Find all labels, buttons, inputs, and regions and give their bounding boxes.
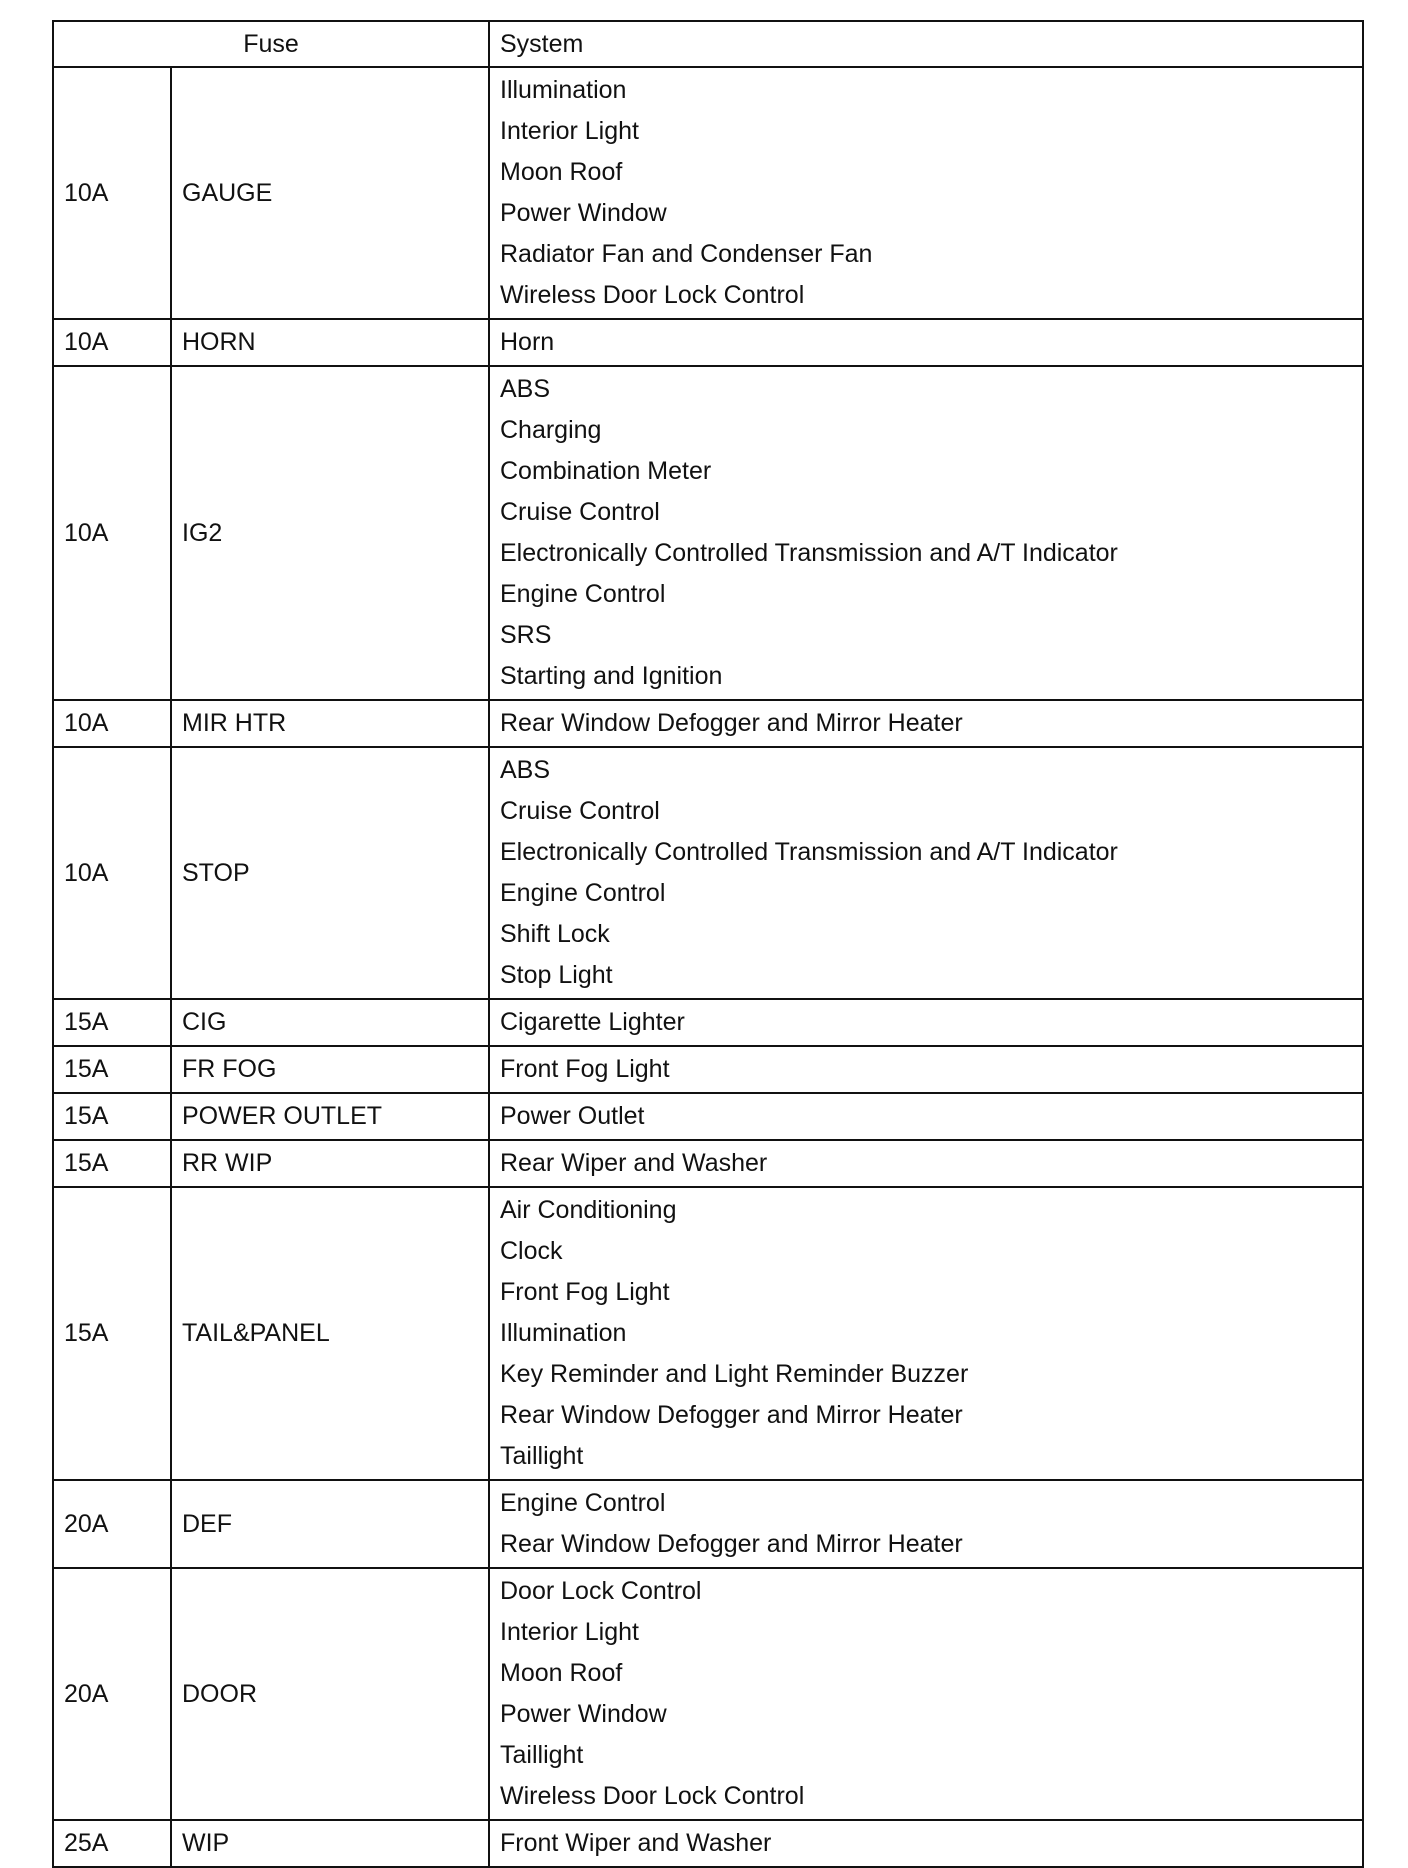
system-item: Moon Roof	[500, 1659, 623, 1687]
system-item: Taillight	[500, 1741, 584, 1769]
fuse-amperage: 15A	[53, 1187, 171, 1480]
system-item: Illumination	[500, 1319, 627, 1347]
fuse-name: DOOR	[171, 1568, 489, 1820]
table-row	[53, 1140, 1363, 1187]
fuse-amperage: 20A	[53, 1568, 171, 1820]
system-item: Cruise Control	[500, 498, 660, 526]
system-item: Shift Lock	[500, 920, 610, 948]
fuse-name: CIG	[171, 999, 489, 1046]
fuse-name: GAUGE	[171, 67, 489, 319]
fuse-amperage: 10A	[53, 67, 171, 319]
system-item: Air Conditioning	[500, 1196, 677, 1224]
table-row	[53, 747, 1363, 999]
table-row	[53, 1480, 1363, 1568]
system-item: Cruise Control	[500, 797, 660, 825]
system-item: Front Fog Light	[500, 1055, 670, 1083]
system-item: Horn	[500, 328, 555, 356]
fuse-name: TAIL&PANEL	[171, 1187, 489, 1480]
system-list	[489, 67, 1363, 319]
system-item: Key Reminder and Light Reminder Buzzer	[500, 1360, 969, 1388]
system-item: Power Window	[500, 1700, 667, 1728]
system-item: Interior Light	[500, 1618, 639, 1646]
system-item: Power Window	[500, 199, 667, 227]
table-header	[53, 21, 1363, 67]
system-item: Charging	[500, 416, 602, 444]
table-row	[53, 1187, 1363, 1480]
system-item: Wireless Door Lock Control	[500, 1782, 805, 1810]
fuse-amperage: 15A	[53, 1093, 171, 1140]
fuse-amperage: 15A	[53, 999, 171, 1046]
system-list	[489, 1568, 1363, 1820]
system-list	[489, 999, 1363, 1046]
system-item: Electronically Controlled Transmission and A/T Indicator	[500, 838, 1118, 866]
system-list	[489, 319, 1363, 366]
table-row	[53, 67, 1363, 319]
fuse-name: RR WIP	[171, 1140, 489, 1187]
fuse-amperage: 15A	[53, 1140, 171, 1187]
system-item: Engine Control	[500, 580, 666, 608]
table-row	[53, 700, 1363, 747]
system-item: Taillight	[500, 1442, 584, 1470]
system-item: Rear Wiper and Washer	[500, 1149, 768, 1177]
table-row	[53, 1093, 1363, 1140]
system-list	[489, 1093, 1363, 1140]
fuse-name: IG2	[171, 366, 489, 700]
system-list	[489, 1820, 1363, 1867]
fuse-amperage: 10A	[53, 319, 171, 366]
system-list	[489, 700, 1363, 747]
system-item: Engine Control	[500, 879, 666, 907]
table-row	[53, 1568, 1363, 1820]
system-list	[489, 1046, 1363, 1093]
fuse-name: WIP	[171, 1820, 489, 1867]
system-item: Clock	[500, 1237, 563, 1265]
system-item: ABS	[500, 756, 551, 784]
table-row	[53, 1046, 1363, 1093]
system-item: Starting and Ignition	[500, 662, 723, 690]
table-row	[53, 999, 1363, 1046]
system-list	[489, 1187, 1363, 1480]
system-list	[489, 1480, 1363, 1568]
fuse-amperage: 10A	[53, 366, 171, 700]
fuse-amperage: 10A	[53, 700, 171, 747]
fuse-amperage: 10A	[53, 747, 171, 999]
system-column-header: System	[489, 21, 1363, 67]
fuse-name: FR FOG	[171, 1046, 489, 1093]
fuse-table	[52, 20, 1364, 1868]
system-item: Front Fog Light	[500, 1278, 670, 1306]
system-item: SRS	[500, 621, 552, 649]
system-list	[489, 747, 1363, 999]
system-item: Illumination	[500, 76, 627, 104]
table-row	[53, 366, 1363, 700]
system-item: ABS	[500, 375, 551, 403]
system-item: Electronically Controlled Transmission and A/T Indicator	[500, 539, 1118, 567]
system-item: Interior Light	[500, 117, 639, 145]
system-item: Radiator Fan and Condenser Fan	[500, 240, 873, 268]
system-item: Wireless Door Lock Control	[500, 281, 805, 309]
system-item: Rear Window Defogger and Mirror Heater	[500, 709, 963, 737]
system-item: Door Lock Control	[500, 1577, 702, 1605]
system-item: Cigarette Lighter	[500, 1008, 685, 1036]
fuse-amperage: 20A	[53, 1480, 171, 1568]
system-item: Power Outlet	[500, 1102, 645, 1130]
fuse-amperage: 15A	[53, 1046, 171, 1093]
header-row	[53, 21, 1363, 67]
system-item: Moon Roof	[500, 158, 623, 186]
fuse-name: HORN	[171, 319, 489, 366]
fuse-name: DEF	[171, 1480, 489, 1568]
fuse-column-header: Fuse	[53, 21, 489, 67]
system-item: Stop Light	[500, 961, 613, 989]
system-item: Front Wiper and Washer	[500, 1829, 772, 1857]
system-list	[489, 1140, 1363, 1187]
fuse-name: STOP	[171, 747, 489, 999]
system-item: Rear Window Defogger and Mirror Heater	[500, 1401, 963, 1429]
fuse-name: MIR HTR	[171, 700, 489, 747]
fuse-amperage: 25A	[53, 1820, 171, 1867]
fuse-name: POWER OUTLET	[171, 1093, 489, 1140]
system-list	[489, 366, 1363, 700]
system-item: Combination Meter	[500, 457, 712, 485]
table-row	[53, 1820, 1363, 1867]
table-row	[53, 319, 1363, 366]
system-item: Rear Window Defogger and Mirror Heater	[500, 1530, 963, 1558]
table-body	[53, 67, 1363, 1867]
system-item: Engine Control	[500, 1489, 666, 1517]
